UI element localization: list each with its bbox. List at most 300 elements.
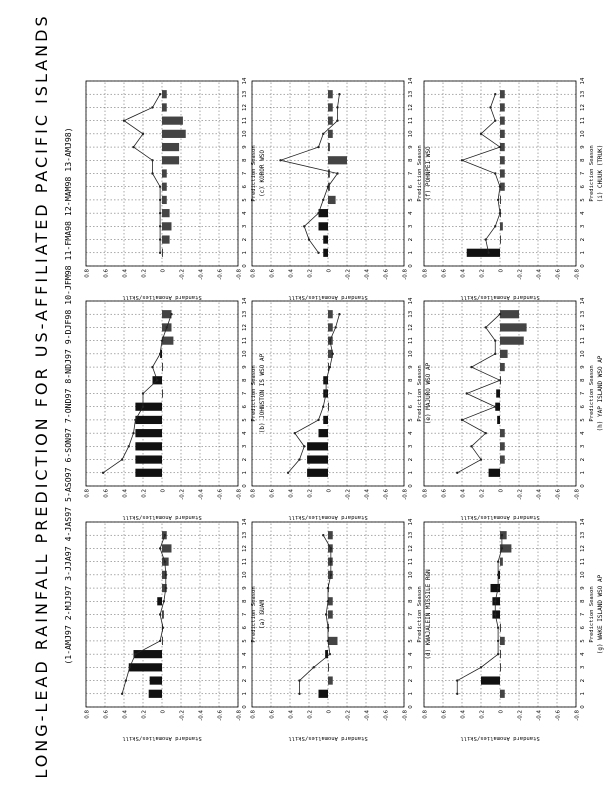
y-tick-label: 0.2 <box>307 489 314 498</box>
bar <box>134 650 163 658</box>
y-tick-label: -0.6 <box>217 710 224 721</box>
x-tick-label: 4 <box>408 211 414 215</box>
y-tick-label: -0.2 <box>517 489 524 500</box>
bar <box>328 130 333 138</box>
y-tick-label: 0.6 <box>441 269 448 278</box>
bar <box>162 544 172 552</box>
y-tick-label: 0.2 <box>141 269 148 278</box>
skill-point <box>159 252 161 254</box>
skill-point <box>125 679 127 681</box>
skill-point <box>480 458 482 460</box>
bar <box>496 389 500 397</box>
x-tick-label: 3 <box>242 444 248 449</box>
y-tick-label: 0.6 <box>103 269 110 278</box>
bar <box>319 222 329 230</box>
y-tick-label: -0.2 <box>517 710 524 721</box>
y-tick-label: -0.6 <box>217 269 224 280</box>
x-tick-label: 13 <box>408 531 414 539</box>
x-tick-label: 8 <box>408 378 414 383</box>
bar <box>319 690 329 698</box>
x-tick-label: 9 <box>242 365 248 369</box>
skill-point <box>317 146 319 148</box>
y-tick-label: -0.8 <box>236 489 243 500</box>
x-tick-label: 3 <box>408 444 414 449</box>
skill-point <box>480 666 482 668</box>
skill-point <box>325 613 327 615</box>
bar <box>500 350 508 358</box>
x-tick-label: 14 <box>408 77 414 85</box>
x-tick-label: 6 <box>580 184 586 189</box>
bar <box>162 196 167 204</box>
skill-point <box>494 225 496 227</box>
skill-point <box>497 199 499 201</box>
skill-point <box>329 366 331 368</box>
bar <box>328 169 330 177</box>
skill-point <box>151 159 153 161</box>
y-tick-label: 0.4 <box>460 710 467 719</box>
y-axis-label: Standard Anomalies/Skill <box>288 294 368 300</box>
skill-point <box>159 212 161 214</box>
x-tick-label: 14 <box>242 518 248 526</box>
skill-point <box>156 379 158 381</box>
skill-point <box>456 679 458 681</box>
y-tick-label: 0 <box>160 269 167 273</box>
bar <box>162 363 163 371</box>
skill-point <box>327 186 329 188</box>
y-tick-label: 0.8 <box>422 489 429 498</box>
y-tick-label: 0.2 <box>141 489 148 498</box>
x-tick-label: 0 <box>242 264 248 268</box>
bar <box>500 323 527 331</box>
x-tick-label: 8 <box>408 599 414 604</box>
bar <box>500 637 505 645</box>
x-tick-label: 10 <box>580 130 586 138</box>
y-tick-label: 0.8 <box>84 489 91 498</box>
y-tick-label: -0.8 <box>574 710 581 721</box>
y-tick-label: 0 <box>326 710 333 714</box>
x-tick-label: 12 <box>408 323 414 331</box>
bar <box>162 209 170 217</box>
bar <box>489 469 500 477</box>
x-tick-label: 1 <box>242 692 248 696</box>
bar <box>162 103 167 111</box>
x-tick-label: 6 <box>580 625 586 630</box>
panel-title: (b) JOHNSTON IS WSO AP <box>259 353 266 434</box>
bar <box>500 690 505 698</box>
skill-point <box>166 326 168 328</box>
bar <box>328 610 333 618</box>
skill-point <box>494 406 496 408</box>
skill-point <box>485 432 487 434</box>
panel-title: (c) KOROR WSO <box>259 150 266 197</box>
y-tick-label: 0.8 <box>250 269 257 278</box>
x-tick-label: 5 <box>242 198 248 202</box>
x-tick-label: 14 <box>580 518 586 526</box>
bar <box>135 416 162 424</box>
x-axis-label: Prediction Season <box>589 586 595 643</box>
skill-point <box>159 613 161 615</box>
skill-point <box>159 225 161 227</box>
x-tick-label: 11 <box>580 337 586 345</box>
x-axis-label: Prediction Season <box>417 145 423 202</box>
skill-point <box>494 93 496 95</box>
x-tick-label: 4 <box>242 211 248 215</box>
y-tick-label: -0.4 <box>364 710 371 721</box>
bar <box>328 103 333 111</box>
skill-point <box>159 353 161 355</box>
y-tick-label: 0.4 <box>288 489 295 498</box>
x-tick-label: 4 <box>242 431 248 435</box>
x-axis-label: Prediction Season <box>251 586 257 643</box>
x-tick-label: 1 <box>408 692 414 696</box>
skill-point <box>162 627 164 629</box>
panel-title: (d) KWAJALEIN MISSILE RGN <box>425 569 432 660</box>
x-tick-label: 3 <box>580 224 586 229</box>
y-tick-label: -0.2 <box>179 269 186 280</box>
y-tick-label: -0.2 <box>345 269 352 280</box>
skill-point <box>330 574 332 576</box>
bar <box>500 117 505 125</box>
bar <box>162 389 163 397</box>
x-tick-label: 11 <box>242 558 248 566</box>
skill-point <box>151 366 153 368</box>
skill-point <box>338 93 340 95</box>
y-axis-label: Standard Anomalies/Skill <box>460 735 540 741</box>
skill-point <box>132 432 134 434</box>
y-tick-label: 0.2 <box>479 269 486 278</box>
bar <box>162 222 172 230</box>
x-tick-label: 12 <box>242 103 248 111</box>
y-tick-label: -0.2 <box>517 269 524 280</box>
y-tick-label: 0 <box>498 489 505 493</box>
y-tick-label: -0.4 <box>198 710 205 721</box>
skill-point <box>461 159 463 161</box>
skill-point <box>330 547 332 549</box>
skill-point <box>279 159 281 161</box>
x-tick-label: 2 <box>408 678 414 683</box>
x-tick-label: 0 <box>580 705 586 709</box>
y-tick-label: 0.4 <box>122 710 129 719</box>
bar <box>307 469 328 477</box>
skill-point <box>142 392 144 394</box>
x-tick-label: 3 <box>408 665 414 670</box>
x-tick-label: 7 <box>242 612 248 617</box>
skill-point <box>308 238 310 240</box>
x-tick-label: 3 <box>580 665 586 670</box>
x-tick-label: 3 <box>408 224 414 229</box>
x-tick-label: 7 <box>580 612 586 617</box>
x-tick-label: 9 <box>408 365 414 369</box>
panel-title: (i) CHUUK (TRUK) <box>597 144 604 203</box>
bar <box>500 196 501 204</box>
x-tick-label: 7 <box>580 391 586 396</box>
x-tick-label: 5 <box>408 639 414 643</box>
skill-point <box>497 627 499 629</box>
x-tick-label: 7 <box>580 171 586 176</box>
bar <box>500 310 519 318</box>
page-title: LONG-LEAD RAINFALL PREDICTION FOR US-AFFILIATED PACIFIC ISLANDS <box>32 13 51 779</box>
x-axis-label: Prediction Season <box>589 365 595 422</box>
skill-point <box>499 212 501 214</box>
bar <box>307 455 328 463</box>
x-tick-label: 10 <box>408 571 414 579</box>
y-axis-label: Standard Anomalies/Skill <box>460 294 540 300</box>
skill-point <box>298 458 300 460</box>
x-tick-label: 8 <box>580 599 586 604</box>
skill-point <box>165 587 167 589</box>
y-tick-label: 0.4 <box>122 269 129 278</box>
x-tick-label: 1 <box>408 251 414 255</box>
y-tick-label: -0.6 <box>555 489 562 500</box>
skill-point <box>494 172 496 174</box>
y-tick-label: -0.6 <box>383 710 390 721</box>
y-tick-label: 0 <box>160 489 167 493</box>
skill-point <box>132 146 134 148</box>
skill-point <box>159 186 161 188</box>
x-tick-label: 2 <box>408 237 414 242</box>
y-tick-label: -0.4 <box>198 489 205 500</box>
skill-point <box>499 146 501 148</box>
y-tick-label: -0.8 <box>574 489 581 500</box>
x-tick-label: 8 <box>242 378 248 383</box>
y-tick-label: -0.2 <box>345 710 352 721</box>
skill-point <box>456 472 458 474</box>
x-tick-label: 1 <box>242 471 248 475</box>
bar <box>162 143 179 151</box>
y-tick-label: 0.4 <box>122 489 129 498</box>
skill-point <box>330 560 332 562</box>
bar <box>500 624 501 632</box>
skill-point <box>499 313 501 315</box>
bar <box>135 403 162 411</box>
bar <box>500 222 503 230</box>
skill-point <box>303 445 305 447</box>
y-tick-label: 0.2 <box>479 710 486 719</box>
x-tick-label: 0 <box>580 484 586 488</box>
x-tick-label: 5 <box>242 639 248 643</box>
page-subtitle: (1-AMJ97 2-MJJ97 3-JJA97 4-JAS97 5-ASO97 6-SON97 7-OND97 8-NDJ97 9-DJF98 10-JFM98 11-FMA98 12-MAM98 13-AMJ98) <box>63 127 73 665</box>
skill-point <box>313 666 315 668</box>
y-tick-label: 0.2 <box>307 710 314 719</box>
x-tick-label: 14 <box>408 297 414 305</box>
skill-point <box>327 600 329 602</box>
skill-point <box>134 419 136 421</box>
skill-point <box>332 353 334 355</box>
x-tick-label: 13 <box>580 531 586 539</box>
y-axis-label: Standard Anomalies/Skill <box>288 514 368 520</box>
skill-point <box>485 238 487 240</box>
bar <box>150 676 162 684</box>
y-tick-label: 0.4 <box>460 269 467 278</box>
x-tick-label: 10 <box>408 350 414 358</box>
bar <box>328 196 336 204</box>
x-tick-label: 10 <box>580 350 586 358</box>
x-tick-label: 3 <box>580 444 586 449</box>
x-tick-label: 12 <box>580 323 586 331</box>
skill-point <box>317 419 319 421</box>
y-tick-label: 0 <box>498 269 505 273</box>
x-tick-label: 10 <box>408 130 414 138</box>
skill-point <box>322 534 324 536</box>
skill-point <box>287 472 289 474</box>
y-tick-label: 0.6 <box>441 489 448 498</box>
x-tick-label: 5 <box>580 639 586 643</box>
skill-point <box>327 627 329 629</box>
x-tick-label: 7 <box>242 171 248 176</box>
skill-point <box>121 458 123 460</box>
x-tick-label: 14 <box>242 77 248 85</box>
bar <box>162 156 179 164</box>
bar <box>467 249 500 257</box>
x-tick-label: 5 <box>408 198 414 202</box>
skill-point <box>159 199 161 201</box>
skill-point <box>142 406 144 408</box>
y-tick-label: -0.2 <box>345 489 352 500</box>
bar <box>162 610 164 618</box>
skill-point <box>159 238 161 240</box>
x-tick-label: 9 <box>408 145 414 149</box>
x-tick-label: 10 <box>242 350 248 358</box>
y-tick-label: 0.6 <box>269 710 276 719</box>
skill-point <box>129 666 131 668</box>
skill-point <box>336 119 338 121</box>
x-tick-label: 7 <box>408 612 414 617</box>
bar <box>328 676 333 684</box>
skill-point <box>499 186 501 188</box>
y-tick-label: 0.2 <box>141 710 148 719</box>
skill-point <box>322 199 324 201</box>
y-tick-label: -0.6 <box>383 489 390 500</box>
bar <box>328 310 333 318</box>
x-axis-label: Prediction Season <box>251 365 257 422</box>
x-tick-label: 14 <box>408 518 414 526</box>
skill-point <box>497 574 499 576</box>
skill-point <box>327 640 329 642</box>
bar <box>500 235 501 243</box>
skill-point <box>470 366 472 368</box>
bar <box>481 676 500 684</box>
x-tick-label: 11 <box>242 117 248 125</box>
x-tick-label: 14 <box>580 77 586 85</box>
x-tick-label: 9 <box>242 145 248 149</box>
skill-point <box>170 313 172 315</box>
skill-point <box>494 600 496 602</box>
y-tick-label: 0.8 <box>422 269 429 278</box>
y-tick-label: 0.8 <box>422 710 429 719</box>
bar <box>323 249 328 257</box>
bar <box>323 235 328 243</box>
bar <box>328 143 330 151</box>
y-tick-label: -0.4 <box>536 710 543 721</box>
y-tick-label: 0.6 <box>103 489 110 498</box>
y-tick-label: -0.8 <box>236 710 243 721</box>
panel-title: (g) WAKE ISLAND WSO AP <box>597 574 604 655</box>
x-tick-label: 11 <box>580 117 586 125</box>
x-tick-label: 5 <box>580 418 586 422</box>
x-tick-label: 13 <box>408 90 414 98</box>
bar <box>162 337 173 345</box>
bar <box>162 235 170 243</box>
bar <box>129 663 162 671</box>
skill-point <box>334 326 336 328</box>
y-axis-label: Standard Anomalies/Skill <box>122 514 202 520</box>
x-tick-label: 4 <box>580 652 586 656</box>
y-tick-label: -0.8 <box>402 269 409 280</box>
y-tick-label: 0.8 <box>84 710 91 719</box>
y-tick-label: 0 <box>160 710 167 714</box>
bar <box>328 663 329 671</box>
bar <box>323 416 328 424</box>
x-tick-label: 6 <box>408 404 414 409</box>
skill-point <box>494 339 496 341</box>
x-tick-label: 10 <box>580 571 586 579</box>
x-tick-label: 0 <box>408 705 414 709</box>
bar <box>500 130 505 138</box>
x-tick-label: 1 <box>580 692 586 696</box>
x-tick-label: 0 <box>408 484 414 488</box>
x-tick-label: 1 <box>580 251 586 255</box>
skill-point <box>159 93 161 95</box>
y-tick-label: 0 <box>498 710 505 714</box>
x-tick-label: 2 <box>408 457 414 462</box>
skill-point <box>456 693 458 695</box>
bar <box>500 363 505 371</box>
skill-point <box>164 534 166 536</box>
x-tick-label: 2 <box>580 457 586 462</box>
y-tick-label: 0 <box>326 489 333 493</box>
x-tick-label: 9 <box>580 586 586 590</box>
x-tick-label: 10 <box>242 130 248 138</box>
y-tick-label: -0.4 <box>536 269 543 280</box>
bar <box>328 90 333 98</box>
x-tick-label: 2 <box>242 237 248 242</box>
skill-point <box>494 353 496 355</box>
x-axis-label: Prediction Season <box>417 586 423 643</box>
y-axis-label: Standard Anomalies/Skill <box>122 294 202 300</box>
x-axis-label: Prediction Season <box>417 365 423 422</box>
skill-point <box>461 419 463 421</box>
x-tick-label: 1 <box>580 471 586 475</box>
bar <box>328 531 333 539</box>
x-axis-label: Prediction Season <box>251 145 257 202</box>
x-tick-label: 11 <box>242 337 248 345</box>
x-tick-label: 6 <box>408 625 414 630</box>
skill-point <box>499 379 501 381</box>
bar <box>500 337 524 345</box>
y-tick-label: 0.2 <box>479 489 486 498</box>
panel-title: (f) POHNPEI WSO <box>425 146 432 201</box>
y-tick-label: -0.2 <box>179 710 186 721</box>
x-tick-label: 1 <box>242 251 248 255</box>
bar <box>500 558 503 566</box>
x-tick-label: 6 <box>580 404 586 409</box>
skill-point <box>336 172 338 174</box>
bar <box>328 156 347 164</box>
x-tick-label: 9 <box>580 145 586 149</box>
skill-point <box>466 392 468 394</box>
y-tick-label: 0.4 <box>288 710 295 719</box>
skill-point <box>338 313 340 315</box>
x-tick-label: 8 <box>580 378 586 383</box>
y-tick-label: -0.4 <box>364 489 371 500</box>
skill-point <box>329 339 331 341</box>
x-tick-label: 7 <box>242 391 248 396</box>
y-tick-label: -0.2 <box>179 489 186 500</box>
x-tick-label: 2 <box>242 678 248 683</box>
bar <box>162 183 167 191</box>
bar <box>500 442 505 450</box>
skill-point <box>142 133 144 135</box>
